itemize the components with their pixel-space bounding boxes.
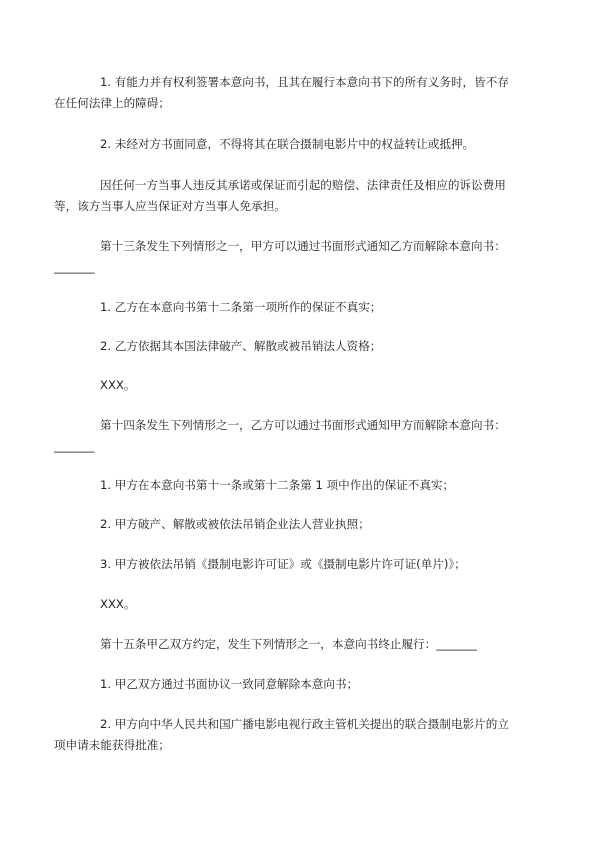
article-13-item-xxx [77, 375, 522, 396]
paragraph-line: 2. 甲方破产、解散或被依法吊销企业法人营业执照； [100, 517, 370, 531]
paragraph-line: 2. 未经对方书面同意，不得将其在联合摄制电影片中的权益转让或抵押。 [100, 137, 475, 151]
blank-line: _______ [54, 260, 95, 274]
paragraph-line: XXX。 [100, 597, 136, 611]
article-14-item-2 [77, 514, 522, 535]
paragraph-line: 因任何一方当事人违反其承诺或保证而引起的赔偿、法律责任及相应的诉讼费用 [100, 178, 506, 192]
paragraph-line: 在任何法律上的障碍； [54, 96, 170, 110]
article-13-heading [54, 236, 522, 278]
paragraph-line: XXX。 [100, 378, 136, 392]
paragraph-line: 1. 乙方在本意向书第十二条第一项所作的保证不真实； [100, 300, 382, 314]
paragraph-line: 1. 有能力并有权利签署本意向书，且其在履行本意向书下的所有义务时，皆不存 [100, 75, 509, 89]
article-14-item-1 [77, 475, 522, 496]
article-15-item-2 [54, 714, 522, 756]
paragraph-line: 第十三条发生下列情形之一，甲方可以通过书面形式通知乙方而解除本意向书： [100, 239, 506, 253]
article-14-item-3 [77, 554, 522, 575]
paragraph-line: 等，该方当事人应当保证对方当事人免承担。 [54, 199, 286, 213]
article-13-item-2 [77, 336, 522, 357]
article-15-heading [77, 634, 522, 655]
paragraph-line: 2. 甲方向中华人民共和国广播电影电视行政主管机关提出的联合摄制电影片的立 [100, 717, 509, 731]
paragraph-no-transfer [77, 134, 522, 155]
article-13-item-1 [77, 297, 522, 318]
article-14-item-xxx [77, 594, 522, 615]
article-14-heading [54, 415, 522, 457]
blank-line: _______ [54, 439, 95, 453]
paragraph-warranty-capacity [54, 72, 522, 114]
paragraph-line: 第十五条甲乙双方约定，发生下列情形之一，本意向书终止履行：_______ [100, 637, 477, 651]
paragraph-line: 第十四条发生下列情形之一，乙方可以通过书面形式通知甲方而解除本意向书： [100, 418, 506, 432]
paragraph-line: 2. 乙方依据其本国法律破产、解散或被吊销法人资格； [100, 339, 382, 353]
paragraph-indemnity [54, 175, 522, 217]
paragraph-line: 1. 甲方在本意向书第十一条或第十二条第 1 项中作出的保证不真实； [100, 478, 455, 492]
paragraph-line: 3. 甲方被依法吊销《摄制电影许可证》或《摄制电影片许可证(单片)》； [100, 557, 466, 571]
paragraph-line: 1. 甲乙双方通过书面协议一致同意解除本意向书； [100, 677, 359, 691]
paragraph-line: 项申请未能获得批准； [54, 738, 170, 752]
article-15-item-1 [77, 674, 522, 695]
